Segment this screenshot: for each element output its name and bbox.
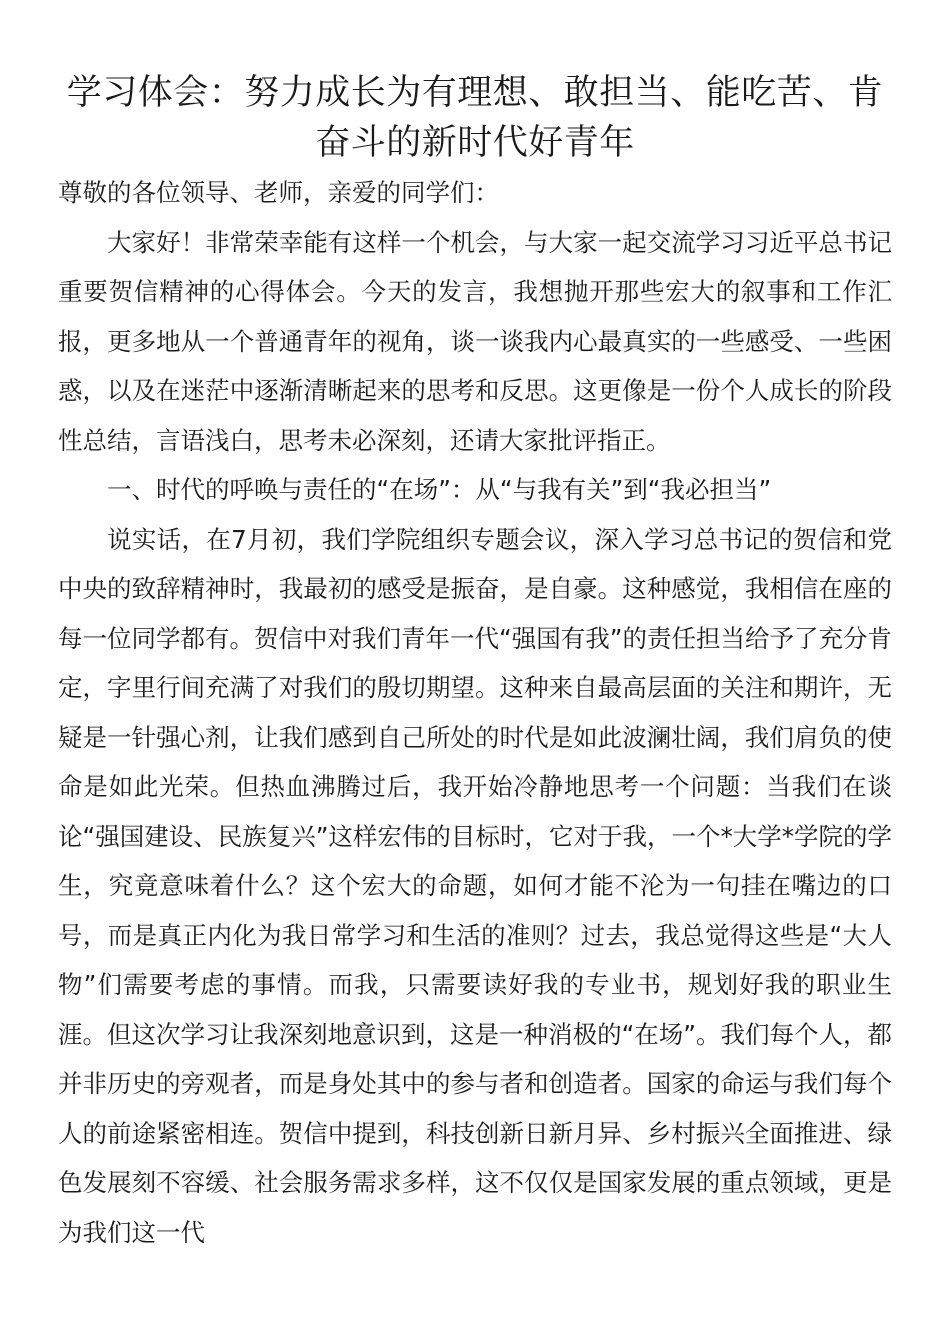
document-title: 学习体会：努力成长为有理想、敢担当、能吃苦、肯奋斗的新时代好青年: [66, 73, 884, 163]
section-heading-1: 一、时代的呼唤与责任的“在场”：从“与我有关”到“我必担当”: [107, 475, 772, 504]
document-body: [58, 168, 892, 1257]
salutation: 尊敬的各位领导、老师，亲爱的同学们：: [58, 178, 499, 207]
paragraph-intro: 大家好！非常荣幸能有这样一个机会，与大家一起交流学习习近平总书记重要贺信精神的心得体会。今天的发言，我想抛开那些宏大的叙事和工作汇报，更多地从一个普通青年的视角，谈一谈我内心最真实的一些感受、一些困惑，以及在迷茫中逐渐清晰起来的思考和反思。这更像是一份个人成长的阶段性总结，言语浅白，思考未必深刻，还请大家批评指正。: [58, 227, 892, 455]
paragraph-section-1: 说实话，在7月初，我们学院组织专题会议，深入学习总书记的贺信和党中央的致辞精神时，我最初的感受是振奋，是自豪。这种感觉，我相信在座的每一位同学都有。贺信中对我们青年一代“强国有我”的责任担当给予了充分肯定，字里行间充满了对我们的殷切期望。这种来自最高层面的关注和期许，无疑是一针强心剂，让我们感到自己所处的时代是如此波澜壮阔，我们肩负的使命是如此光荣。但热血沸腾过后，我开始冷静地思考一个问题：当我们在谈论“强国建设、民族复兴”这样宏伟的目标时，它对于我，一个*大学*学院的学生，究竟意味着什么？这个宏大的命题，如何才能不沦为一句挂在嘴边的口号，而是真正内化为我日常学习和生活的准则？过去，我总觉得这些是“大人物”们需要考虑的事情。而我，只需要读好我的专业书，规划好我的职业生涯。但这次学习让我深刻地意识到，这是一种消极的“在场”。我们每个人，都并非历史的旁观者，而是身处其中的参与者和创造者。国家的命运与我们每个人的前途紧密相连。贺信中提到，科技创新日新月异、乡村振兴全面推进、绿色发展刻不容缓、社会服务需求多样，这不仅仅是国家发展的重点领域，更是为我们这一代: [58, 524, 892, 1247]
